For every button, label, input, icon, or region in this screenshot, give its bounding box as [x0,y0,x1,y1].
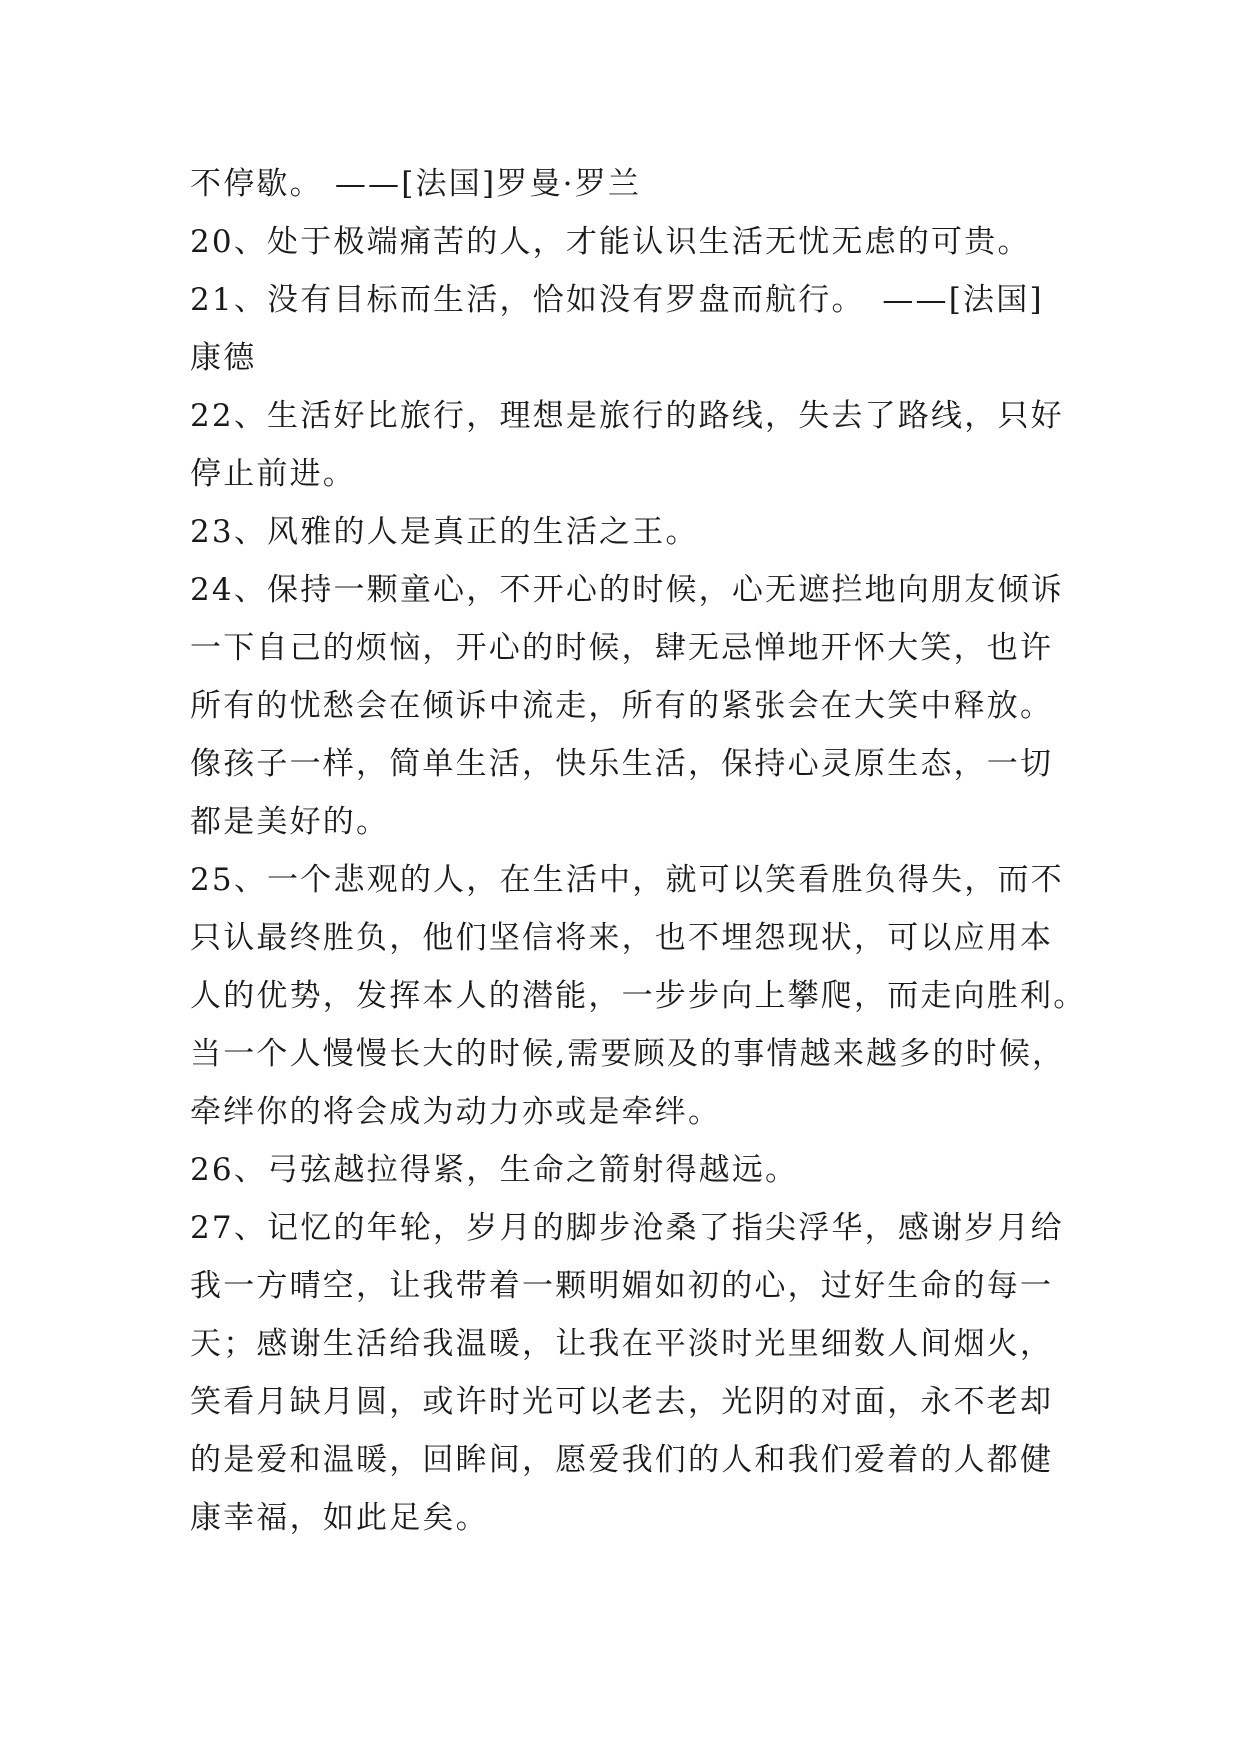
text-line: 像孩子一样，简单生活，快乐生活，保持心灵原生态，一切 [190,746,1054,782]
text-line: 都是美好的。 [190,804,390,840]
text-line: 22、生活好比旅行，理想是旅行的路线，失去了路线，只好 [190,398,1064,434]
text-line: 25、一个悲观的人，在生活中，就可以笑看胜负得失，而不 [190,862,1064,898]
text-line: 所有的忧愁会在倾诉中流走，所有的紧张会在大笑中释放。 [190,688,1054,724]
text-line: 26、弓弦越拉得紧，生命之箭射得越远。 [190,1152,799,1188]
text-line: 我一方晴空，让我带着一颗明媚如初的心，过好生命的每一 [190,1268,1054,1304]
text-line: 康幸福，如此足矣。 [190,1500,489,1536]
text-line: 康德 [190,340,257,376]
text-line: 20、处于极端痛苦的人，才能认识生活无忧无虑的可贵。 [190,224,1031,260]
text-line: 不停歇。 ——[法国]罗曼·罗兰 [190,166,642,202]
text-line: 23、风雅的人是真正的生活之王。 [190,514,699,550]
text-line: 21、没有目标而生活，恰如没有罗盘而航行。 ——[法国] [190,282,1044,318]
text-line: 天；感谢生活给我温暖，让我在平淡时光里细数人间烟火， [190,1326,1054,1362]
text-line: 人的优势，发挥本人的潜能，一步步向上攀爬，而走向胜利。 [190,978,1087,1014]
text-line: 牵绊你的将会成为动力亦或是牵绊。 [190,1094,722,1130]
text-line: 的是爱和温暖，回眸间，愿爱我们的人和我们爱着的人都健 [190,1442,1054,1478]
text-line: 只认最终胜负，他们坚信将来，也不埋怨现状，可以应用本 [190,920,1054,956]
text-line: 27、记忆的年轮，岁月的脚步沧桑了指尖浮华，感谢岁月给 [190,1210,1064,1246]
text-line: 当一个人慢慢长大的时候,需要顾及的事情越来越多的时候， [190,1036,1066,1072]
text-line: 24、保持一颗童心，不开心的时候，心无遮拦地向朋友倾诉 [190,572,1064,608]
text-line: 笑看月缺月圆，或许时光可以老去，光阴的对面，永不老却 [190,1384,1054,1420]
text-line: 一下自己的烦恼，开心的时候，肆无忌惮地开怀大笑，也许 [190,630,1054,666]
text-line: 停止前进。 [190,456,356,492]
